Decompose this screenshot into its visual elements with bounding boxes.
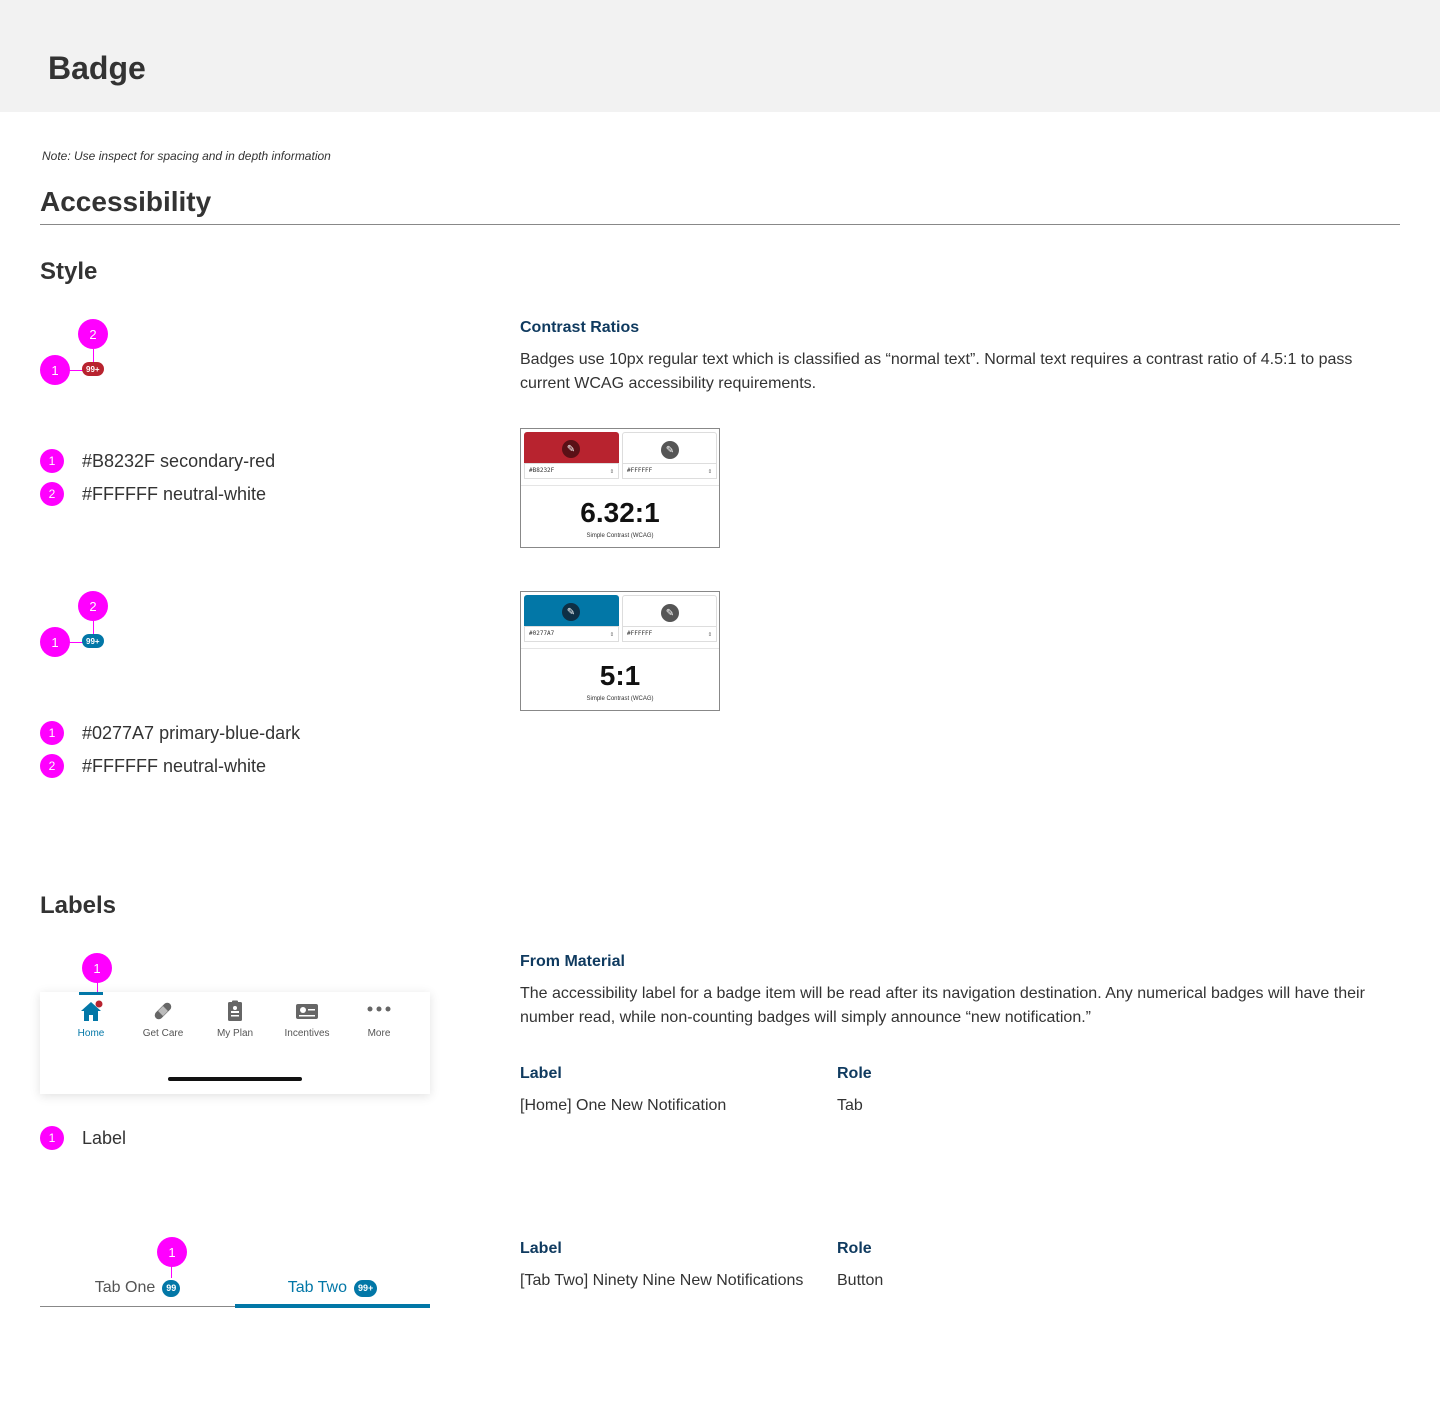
annotation-marker-2: 2 [78, 591, 108, 621]
nav-label: My Plan [216, 1028, 254, 1039]
foreground-swatch [524, 432, 619, 463]
contrast-ratio-value: 5:1 [599, 660, 641, 691]
chevron-updown-icon: ⇕ [609, 630, 614, 638]
section-divider [40, 224, 1400, 225]
from-material-body: The accessibility label for a badge item will be read after its navigation destination. Any numerical badges will have their number read, while non-counting badges will simply announce “new notification.” [520, 985, 1365, 1026]
nav-label: Get Care [142, 1028, 184, 1039]
marker-connector [93, 621, 94, 635]
dollar-card-icon [294, 998, 320, 1024]
checker-divider [521, 648, 719, 649]
legend-label: Label [82, 1128, 127, 1148]
nav-item-get-care[interactable] [127, 998, 199, 1039]
legend-white-color: #FFFFFF neutral-white [82, 756, 267, 776]
label-value: [Home] One New Notification [520, 1097, 727, 1114]
contrast-checker-blue [520, 591, 720, 711]
nav-item-home[interactable] [55, 998, 127, 1039]
style-heading: Style [40, 258, 98, 285]
badge-blue: 99+ [82, 634, 104, 648]
bandage-icon [150, 998, 176, 1024]
marker-connector [93, 349, 94, 363]
annotation-marker-1: 1 [82, 953, 112, 983]
labels-heading: Labels [40, 892, 117, 919]
page-header [0, 0, 1440, 112]
nav-label: Incentives [284, 1028, 330, 1039]
marker-connector [69, 642, 83, 643]
annotation-marker-1: 1 [157, 1237, 187, 1267]
label-column-header: Label [520, 1240, 562, 1257]
accessibility-heading: Accessibility [40, 186, 212, 217]
badge-red: 99+ [82, 362, 104, 376]
active-indicator [79, 992, 103, 995]
annotation-marker-1: 1 [40, 627, 70, 657]
contrast-ratios-body: Badges use 10px regular text which is classified as “normal text”. Normal text requires a contrast ratio of 4.5:1 to pass current WCAG accessibility requirements. [520, 351, 1353, 392]
marker-connector [69, 370, 83, 371]
annotation-marker-1: 1 [40, 355, 70, 385]
legend-red-color: #B8232F secondary-red [82, 451, 276, 471]
home-icon [78, 998, 104, 1024]
tab-bar [40, 1268, 430, 1308]
inspect-note: Note: Use inspect for spacing and in depth information [42, 149, 331, 163]
background-hex-field[interactable]: #FFFFFF ⇕ [622, 463, 717, 479]
background-swatch [622, 595, 717, 626]
role-value: Tab [837, 1097, 863, 1114]
contrast-ratio-value: 6.32:1 [580, 497, 660, 528]
label-column-header: Label [520, 1065, 562, 1082]
legend-marker-1: 1 [40, 449, 64, 473]
nav-item-my-plan[interactable] [199, 998, 271, 1039]
background-swatch [622, 432, 717, 463]
background-hex-field[interactable]: #FFFFFF ⇕ [622, 626, 717, 642]
checker-divider [521, 485, 719, 486]
contrast-checker-red [520, 428, 720, 548]
chevron-updown-icon: ⇕ [707, 630, 712, 638]
foreground-hex-field[interactable]: #B8232F ⇕ [524, 463, 619, 479]
page-title: Badge [48, 50, 146, 86]
tab-badge: 99 [162, 1280, 180, 1297]
eyedropper-icon[interactable]: ✎ [562, 440, 580, 458]
chevron-updown-icon: ⇕ [707, 467, 712, 475]
home-indicator [168, 1077, 302, 1081]
more-dots-icon [366, 998, 392, 1024]
nav-label: More [367, 1028, 391, 1039]
role-column-header: Role [837, 1065, 872, 1082]
from-material-title: From Material [520, 953, 625, 970]
tab-label: Tab Two [287, 1279, 347, 1296]
legend-blue-color: #0277A7 primary-blue-dark [82, 723, 301, 743]
nav-item-more[interactable] [343, 998, 415, 1039]
tab-two[interactable] [235, 1268, 430, 1308]
tab-one[interactable] [40, 1268, 235, 1308]
clipboard-icon [222, 998, 248, 1024]
nav-item-incentives[interactable] [271, 998, 343, 1039]
role-column-header: Role [837, 1240, 872, 1257]
eyedropper-icon[interactable]: ✎ [661, 441, 679, 459]
role-value: Button [837, 1272, 884, 1289]
foreground-swatch [524, 595, 619, 626]
legend-marker-2: 2 [40, 754, 64, 778]
nav-label: Home [77, 1028, 105, 1039]
tab-badge: 99+ [354, 1280, 377, 1297]
contrast-ratios-title: Contrast Ratios [520, 319, 640, 336]
label-value: [Tab Two] Ninety Nine New Notifications [520, 1272, 804, 1289]
active-tab-indicator [235, 1304, 430, 1308]
contrast-ratio-label: Simple Contrast (WCAG) [586, 533, 654, 539]
eyedropper-icon[interactable]: ✎ [562, 603, 580, 621]
contrast-ratio-label: Simple Contrast (WCAG) [586, 696, 654, 702]
tab-label: Tab One [94, 1279, 156, 1296]
legend-marker-2: 2 [40, 482, 64, 506]
eyedropper-icon[interactable]: ✎ [661, 604, 679, 622]
legend-marker-1: 1 [40, 721, 64, 745]
bottom-navigation-bar [40, 992, 430, 1094]
legend-white-color: #FFFFFF neutral-white [82, 484, 267, 504]
foreground-hex-field[interactable]: #0277A7 ⇕ [524, 626, 619, 642]
annotation-marker-2: 2 [78, 319, 108, 349]
legend-marker-1: 1 [40, 1126, 64, 1150]
chevron-updown-icon: ⇕ [609, 467, 614, 475]
